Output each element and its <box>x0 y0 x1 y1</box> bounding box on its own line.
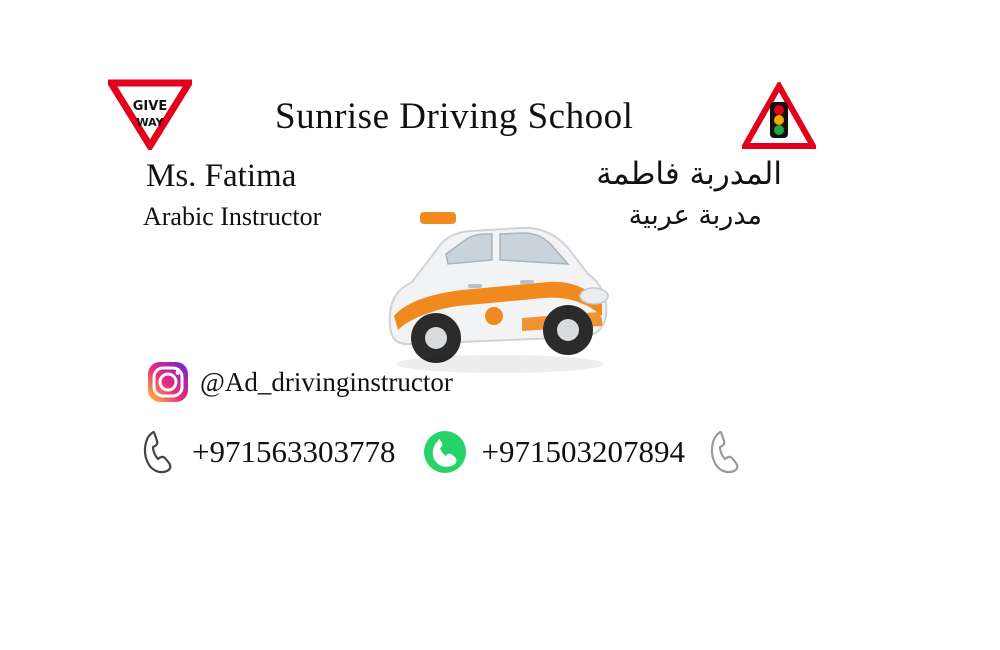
give-way-line1: GIVE <box>132 99 168 114</box>
traffic-light-sign-icon <box>742 82 816 150</box>
whatsapp-icon[interactable] <box>421 428 469 476</box>
page-title: Sunrise Driving School <box>275 96 634 137</box>
phone-handset-icon <box>140 429 180 475</box>
phone-handset-icon-secondary <box>707 429 747 475</box>
instructor-name-arabic: المدربة فاطمة <box>596 156 782 192</box>
instagram-row[interactable] <box>146 360 453 404</box>
instructor-role: Arabic Instructor <box>143 202 322 231</box>
instructor-role-arabic: مدربة عربية <box>628 200 762 231</box>
instagram-icon[interactable] <box>146 360 190 404</box>
contact-row[interactable] <box>140 428 747 476</box>
instagram-handle[interactable]: @Ad_drivinginstructor <box>200 366 453 397</box>
phone-number-primary[interactable]: +971563303778 <box>192 434 396 469</box>
instructor-name: Ms. Fatima <box>146 158 297 194</box>
give-way-sign-icon <box>108 78 192 150</box>
give-way-line2: WAY <box>136 116 164 129</box>
phone-number-whatsapp[interactable]: +971503207894 <box>481 434 685 469</box>
